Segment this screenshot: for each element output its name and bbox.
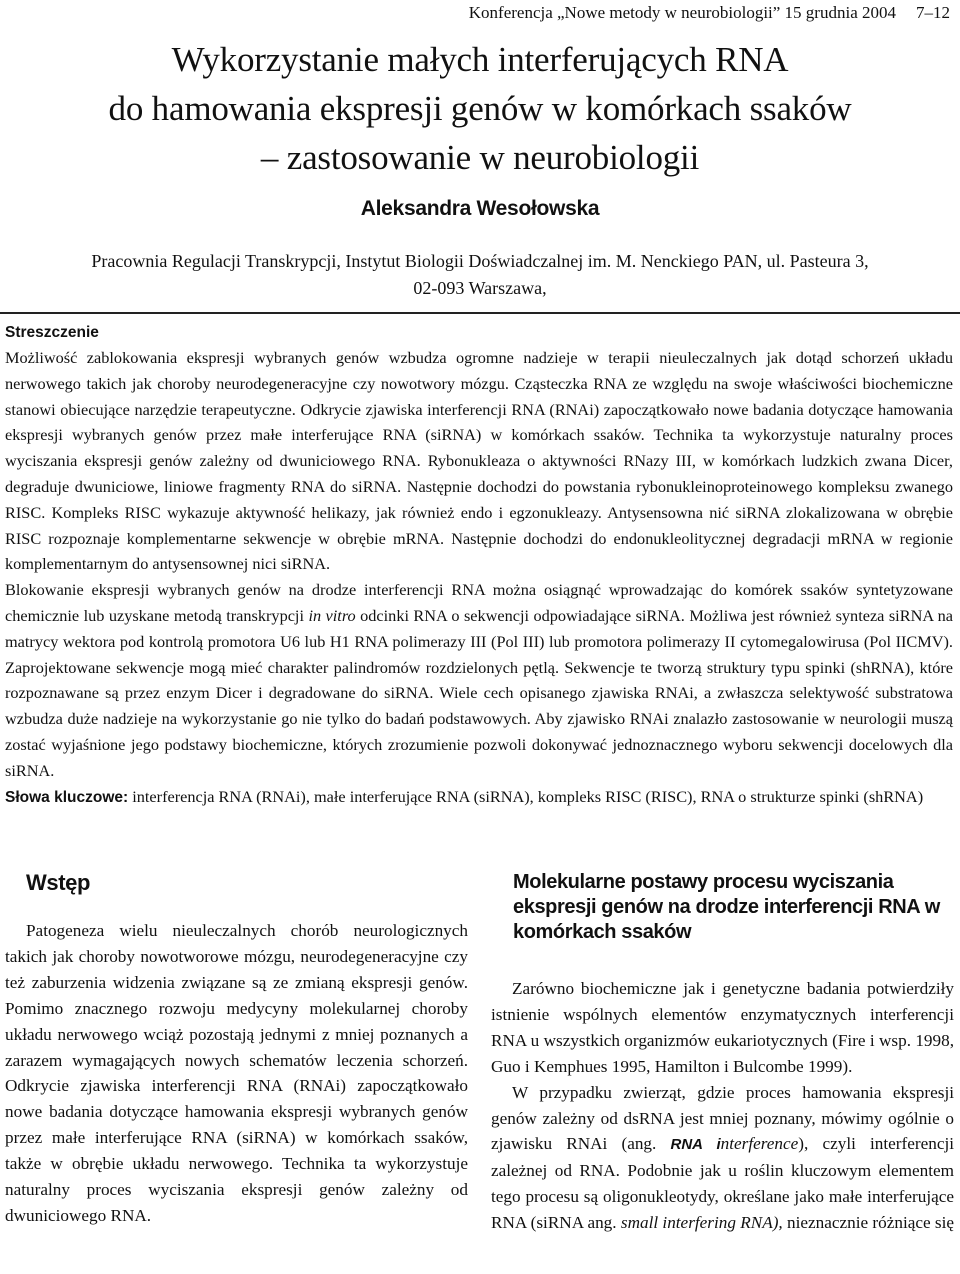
title-line: – zastosowanie w neurobiologii <box>260 138 700 177</box>
body-text: ), czyli interferencji zależnej od RNA. Podobnie jak u roślin kluczowym elementem tego procesu są oligonukleotydy, określane jako małe interferujące RNA (siRNA ang. <box>491 1134 955 1233</box>
abstract <box>5 345 953 810</box>
italic-term: small interfering RNA), <box>620 1213 783 1233</box>
emphasis-term: RNA i <box>670 1136 721 1154</box>
body-paragraph: Patogeneza wielu nieuleczalnych chorób neurologicznych takich jak choroby nowotworowe mózgu, neurodegeneracyjne czy też zaburzenia widzenia związane są ze zmianą ekspresji genów. Pomimo znacznego rozwoju medycyny molekularnej choroby układu nerwowego wciąż pozostają jednymi z mniej poznanych a zarazem wymagających nowych schematów leczenia schorzeń. Odkrycie zjawiska interferencji RNA (RNAi) zapoczątkowało nowe badania dotyczące hamowania ekspresji wybranych genów przez małe interferujące RNA (siRNA) w komórkach ssaków, także w obrębie układu nerwowego. Technika ta wykorzystuje naturalny proces wyciszania ekspresji genów zależny od dwuniciowego RNA. <box>5 921 468 1225</box>
abstract-text: odcinki RNA o sekwencji odpowiadające siRNA. Możliwa jest również synteza siRNA na matrycy wektora pod kontrolą promotora U6 lub H1 RNA polimerazy III (Pol III) lub promotora polimerazy II cytomegalowirusa (Pol IICMV). Zaprojektowane sekwencje mogą mieć charakter palindromów rozdzielonych pętlą. Sekwencje te tworzą struktury typu spinki (shRNA), które rozpoznawane są przez enzym Dicer i degradowane do siRNA. Wiele cech opisanego zjawiska RNAi, a zwłaszcza selektywość substratowa wzbudza duże nadzieje na wykorzystanie go nie tylko do badań podstawowych. Aby zjawisko RNAi znalazło zastosowanie w neurologii muszą zostać wyjaśnione jego podstawy biochemiczne, których zrozumienie pozwoli dokonywać jednoznacznego wyboru sekwencji docelowych dla siRNA. <box>5 605 953 780</box>
keywords-list: interferencja RNA (RNAi), małe interferujące RNA (siRNA), kompleks RISC (RISC), RNA o strukturze spinki (shRNA) <box>128 786 924 806</box>
left-column <box>5 862 468 1229</box>
abstract-text: Blokowanie ekspresji wybranych genów na drodze interferencji RNA można osiągnąć wprowadzając do komórek ssaków syntetyzowane chemicznie lub uzyskane metodą transkrypcji <box>5 580 953 625</box>
abstract-heading: Streszczenie <box>5 324 99 341</box>
right-column <box>491 862 954 1236</box>
divider <box>0 312 960 314</box>
conference-name: Konferencja „Nowe metody w neurobiologii” 15 grudnia 2004 <box>468 3 896 22</box>
title-line: do hamowania ekspresji genów w komórkach ssaków <box>108 89 852 128</box>
article-title <box>0 35 960 182</box>
keywords <box>5 784 953 811</box>
abstract-paragraph: Możliwość zablokowania ekspresji wybranych genów wzbudza ogromne nadzieje w terapii nieuleczalnych jak dotąd schorzeń układu nerwowego takich jak choroby neurodegeneracyjne czy nowotwory mózgu. Cząsteczka RNA ze względu na swoje właściwości biochemiczne stanowi obiecujące narzędzie terapeutyczne. Odkrycie zjawiska interferencji RNA (RNAi) zapoczątkowało nowe badania dotyczące hamowania ekspresji wybranych genów przez małe interferujące RNA (siRNA) w komórkach ssaków. Technika ta wykorzystuje naturalny proces wyciszania ekspresji genów zależny od dwuniciowego RNA. Rybonukleaza o aktywności RNazy III, w komórkach ludzkich zwana Dicer, degraduje dwuniciowe, liniowe fragmenty RNA do siRNA. Następnie dochodzi do powstania rybonukleinoproteinowego kompleksu zwanego RISC. Kompleks RISC wykazuje aktywność helikazy, jak również endo i egzonukleazy. Antysensowna nić siRNA zlokalizowana w obrębie RISC rozpoznaje komplementarne sekwencje w obrębie mRNA. Następnie dochodzi do endonukleolitycznej degradacji mRNA w regionie komplementarnym do antysensownej nici siRNA. <box>5 348 953 574</box>
section-heading-molecular-basis: Molekularne postawy procesu wyciszania ekspresji genów na drodze interferencji RNA w komórkach ssaków <box>513 871 940 943</box>
body-text: W przypadku zwierząt, gdzie proces hamowania ekspresji genów zależny od dsRNA jest mniej poznany, mówimy ogólnie o zjawisku RNAi (ang. <box>491 1082 954 1154</box>
keywords-label: Słowa kluczowe: <box>5 788 129 806</box>
italic-term: nterference <box>720 1134 799 1154</box>
page-range: 7–12 <box>916 3 950 22</box>
affiliation <box>0 248 960 302</box>
affiliation-line: 02-093 Warszawa, <box>413 278 547 298</box>
body-text: nieznacznie różniące się <box>782 1213 955 1233</box>
abstract-italic-term: in vitro <box>308 605 356 625</box>
body-paragraph <box>491 1080 954 1236</box>
running-header <box>469 3 950 23</box>
author-name: Aleksandra Wesołowska <box>360 197 600 220</box>
body-paragraph: Zarówno biochemiczne jak i genetyczne badania potwierdziły istnienie wspólnych elementów enzymatycznych interferencji RNA u wszystkich organizmów eukariotycznych (Fire i wsp. 1998, Guo i Kemphues 1995, Hamilton i Bulcombe 1999). <box>491 979 954 1076</box>
abstract-paragraph <box>5 577 953 783</box>
title-line: Wykorzystanie małych interferujących RNA <box>171 40 789 79</box>
section-heading-introduction: Wstęp <box>26 870 91 895</box>
affiliation-line: Pracownia Regulacji Transkrypcji, Instytut Biologii Doświadczalnej im. M. Nenckiego PAN, ul. Pasteura 3, <box>91 251 869 271</box>
